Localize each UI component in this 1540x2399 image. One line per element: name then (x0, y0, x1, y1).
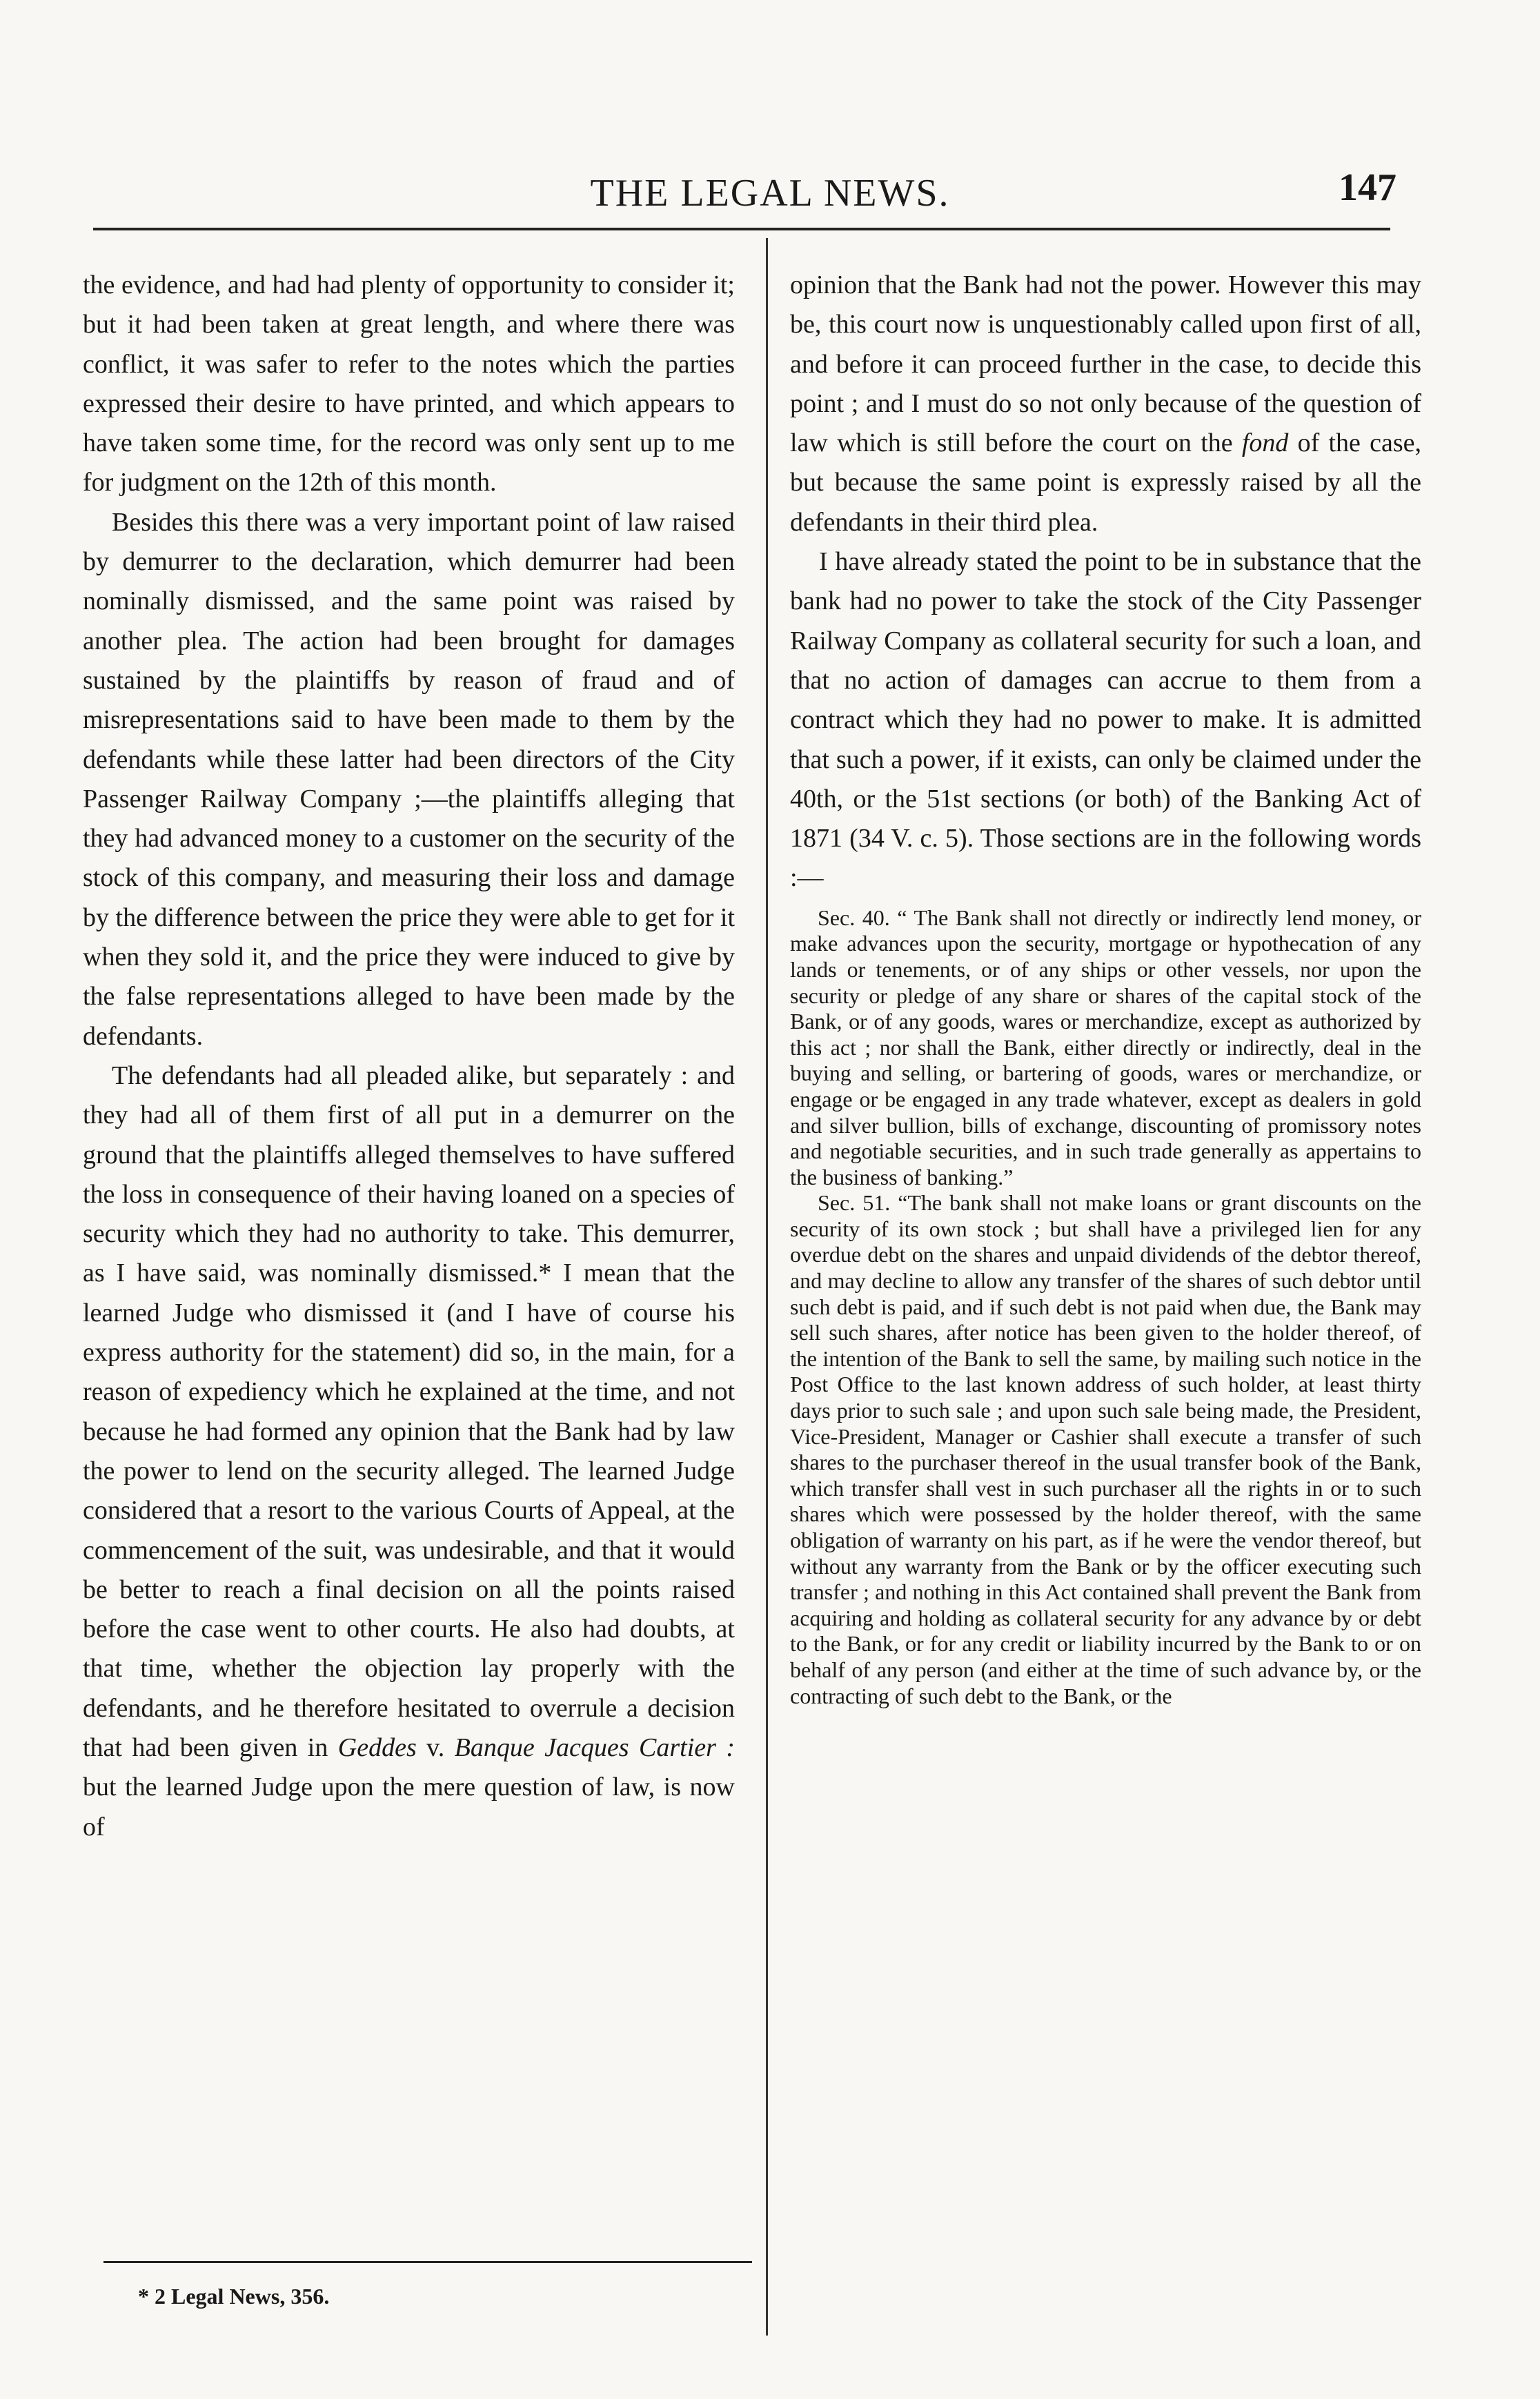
header-rule (93, 228, 1390, 230)
column-divider (766, 238, 768, 2336)
paragraph: Besides this there was a very important point of law raised by demurrer to the declaration, which demurrer had been nominally dismissed, and the same point was raised by another plea. The action had been brought for damages sustained by the plaintiffs by reason of fraud and of misrepresentations said to have been made to them by the defendants while these latter had been directors of the City Passenger Railway Company ;—the plaintiffs alleging that they had advanced money to a customer on the security of the stock of this company, and measuring their loss and damage by the difference between the price they were able to get for it when they sold it, and the price they were induced to give by the false representations alleged to have been made by the defendants. (83, 507, 735, 1051)
paragraph (790, 266, 1421, 542)
paragraph: I have already stated the point to be in substance that the bank had no power to take the stock of the City Passenger Railway Company as collateral security for such a loan, and that no action of damages can accrue to them from a contract which they had no power to make. It is admitted that such a power, if it exists, can only be claimed under the 40th, or the 51st sections (or both) of the Banking Act of 1871 (34 V. c. 5). Those sections are in the following words :— (790, 547, 1421, 893)
paragraph (83, 1056, 735, 1847)
footnote-rule (103, 2261, 752, 2263)
text-run: of the case, but because the same point is expressly raised by all the defendants in their third plea. (790, 428, 1421, 537)
statute-section-51: Sec. 51. “The bank shall not make loans or grant discounts on the security of its own stock ; but shall have a privileged lien for any overdue debt on the shares and unpaid dividends of the debtor thereof, and may decline to allow any transfer of the shares of such debtor until such debt is paid, and if such debt is not paid when due, the Bank may sell such shares, after notice has been given to the holder thereof, of the intention of the Bank to sell the same, by mailing such notice in the Post Office to the last known address of such holder, at least thirty days prior to such sale ; and upon such sale being made, the President, Vice-President, Manager or Cashier shall execute a transfer of such shares to the purchaser thereof in the usual transfer book of the Bank, which transfer shall vest in such purchaser all the rights in or to such shares which were possessed by the holder thereof, with the same obligation of warranty on his part, as if he were the vendor thereof, but without any warranty from the Bank or by the officer executing such transfer ; and nothing in this Act contained shall prevent the Bank from acquiring and holding as collateral security for any advance by or debt to the Bank, or for any credit or liability incurred by the Bank to or on behalf of any person (and either at the time of such advance by, or the contracting of such debt to the Bank, or the (790, 1190, 1421, 1708)
page-number: 147 (1339, 166, 1396, 209)
statute-section-40: Sec. 40. “ The Bank shall not directly or indirectly lend money, or make advances upon the security, mortgage or hypothecation of any lands or tenements, or of any ships or other vessels, nor upon the security or pledge of any share or shares of the capital stock of the Bank, or of any goods, wares or merchandize, except as authorized by this act ; nor shall the Bank, either directly or indirectly, deal in the buying and selling, or bartering of goods, wares or merchandize, or engage or be engaged in any trade whatever, except as dealers in gold and silver bullion, bills of exchange, discounting of promissory notes and negotiable securities, and in such trade generally as appertains to the business of banking.” (790, 905, 1421, 1189)
page-header-title: THE LEGAL NEWS. (590, 172, 950, 215)
text-run: v. (416, 1732, 455, 1762)
case-name: Banque Jacques Cartier : (454, 1732, 735, 1762)
case-name: Geddes (337, 1732, 417, 1762)
right-column (790, 266, 1421, 1709)
paragraph: the evidence, and had had plenty of opportunity to consider it; but it had been taken at great length, and where there was conflict, it was safer to refer to the notes which the parties expressed their desire to have printed, and which appears to have taken some time, for the record was only sent up to me for judgment on the 12th of this month. (83, 270, 735, 497)
text-run: The defendants had all pleaded alike, but separately : and they had all of them first of all put in a demurrer on the ground that the plaintiffs alleged themselves to have suffered the loss in consequence of their having loaned on a species of security which they had no authority to take. This demurrer, as I have said, was nominally dismissed.* I mean that the learned Judge who dismissed it (and I have of course his express authority for the statement) did so, in the main, for a reason of expediency which he explained at the time, and not because he had formed any opinion that the Bank had by law the power to lend on the security alleged. The learned Judge considered that a resort to the various Courts of Appeal, at the commencement of the suit, was undesirable, and that it would be better to reach a final decision on all the points raised before the case went to other courts. He also had doubts, at that time, whether the objection lay properly with the defendants, and he therefore hesitated to overrule a decision that had been given in (83, 1060, 735, 1762)
text-run: but the learned Judge upon the mere question of law, is now of (83, 1773, 735, 1842)
footnote: * 2 Legal News, 356. (138, 2284, 330, 2309)
text-run: opinion that the Bank had not the power. However this may be, this court now is unquestionably called upon first of all, and before it can proceed further in the case, to decide this point ; and I must do so not only because of the question of law which is still before the court on the (790, 270, 1421, 458)
left-column (83, 266, 735, 1847)
italic-term: fond (1241, 428, 1289, 458)
